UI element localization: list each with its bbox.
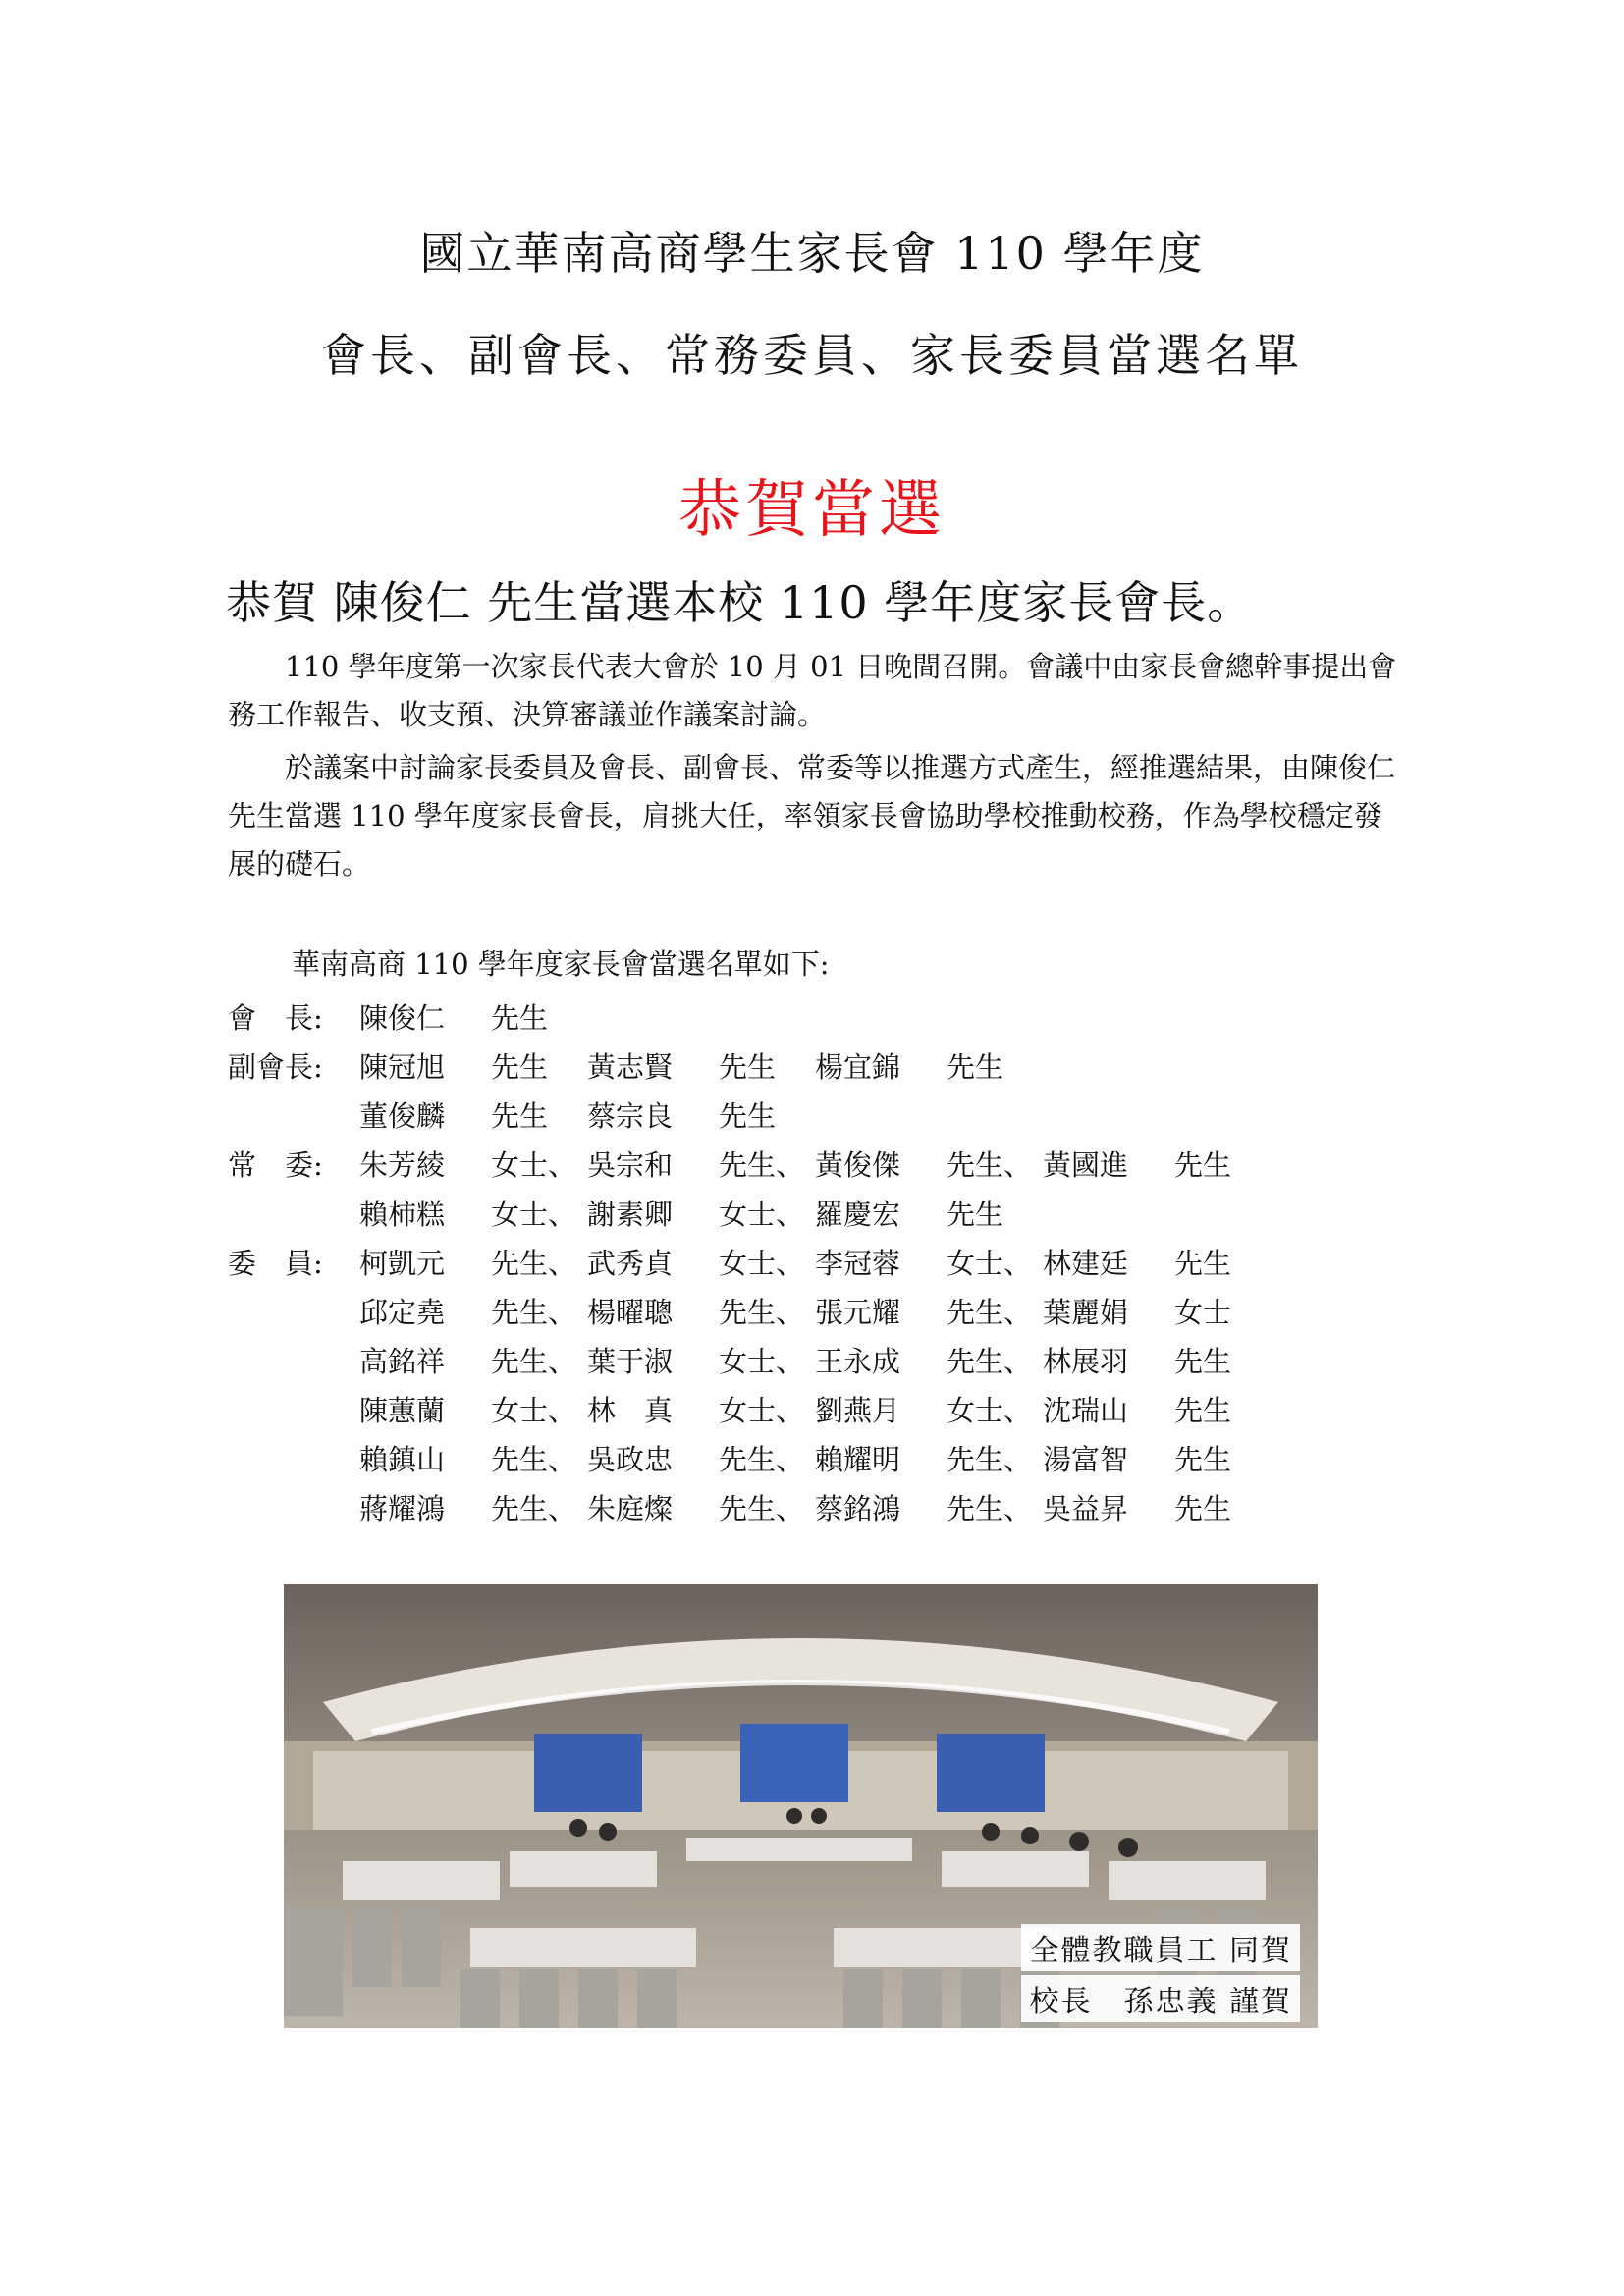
member-honorific: 女士、 [719, 1344, 805, 1378]
member-honorific: 女士、 [719, 1197, 805, 1231]
committee-member-role-label: 委 員: [228, 1246, 323, 1280]
member-name: 黃志賢 [587, 1049, 674, 1084]
vice-president-row [228, 1090, 1271, 1139]
member-honorific: 先生、 [947, 1148, 1033, 1182]
member-name: 陳俊仁 [359, 1000, 446, 1035]
member-honorific: 女士、 [491, 1393, 577, 1427]
standing-committee-role-label: 常 委: [228, 1148, 323, 1182]
member-honorific: 女士、 [719, 1246, 805, 1280]
member-honorific: 先生 [1174, 1246, 1232, 1280]
member-honorific: 先生、 [491, 1344, 577, 1378]
member-honorific: 先生 [491, 1049, 549, 1084]
member-name: 蔡銘鴻 [815, 1491, 901, 1525]
member-name: 劉燕月 [815, 1393, 901, 1427]
member-name: 李冠蓉 [815, 1246, 901, 1280]
member-honorific: 先生 [1174, 1442, 1232, 1476]
standing-committee-row [228, 1139, 1271, 1188]
member-name: 蔡宗良 [587, 1098, 674, 1133]
member-name: 吳益昇 [1043, 1491, 1129, 1525]
member-honorific: 先生 [1174, 1148, 1232, 1182]
committee-member-row [228, 1237, 1271, 1286]
member-honorific: 先生、 [719, 1148, 805, 1182]
congratulations-heading: 恭賀當選 [678, 474, 946, 547]
member-name: 柯凱元 [359, 1246, 446, 1280]
president-role-label: 會 長: [228, 1000, 323, 1035]
member-honorific: 先生、 [491, 1246, 577, 1280]
standing-committee-row [228, 1188, 1271, 1237]
member-name: 賴鎮山 [359, 1442, 446, 1476]
member-name: 吳宗和 [587, 1148, 674, 1182]
member-name: 王永成 [815, 1344, 901, 1378]
member-name: 朱庭燦 [587, 1491, 674, 1525]
meeting-paragraph-text: 110 學年度第一次家長代表大會於 10 月 01 日晚間召開。會議中由家長會總幹事提出會務工作報告、收支預、決算審議並作議案討論。 [228, 650, 1397, 731]
member-name: 陳冠旭 [359, 1049, 446, 1084]
member-name: 邱定堯 [359, 1295, 446, 1329]
member-honorific: 先生、 [947, 1442, 1033, 1476]
member-name: 張元耀 [815, 1295, 901, 1329]
member-honorific: 先生、 [719, 1442, 805, 1476]
elected-roster [228, 991, 1271, 1531]
committee-member-row [228, 1384, 1271, 1433]
member-name: 武秀貞 [587, 1246, 674, 1280]
member-honorific: 先生、 [491, 1295, 577, 1329]
member-name: 謝素卿 [587, 1197, 674, 1231]
election-paragraph-text: 於議案中討論家長委員及會長、副會長、常委等以推選方式產生，經推選結果，由陳俊仁先生當選 110 學年度家長會長，肩挑大任，率領家長會協助學校推動校務，作為學校穩定發展的礎石。 [228, 751, 1396, 881]
member-name: 葉麗娟 [1043, 1295, 1129, 1329]
member-honorific: 先生、 [947, 1344, 1033, 1378]
member-name: 葉于淑 [587, 1344, 674, 1378]
congratulations-line: 恭賀 陳俊仁 先生當選本校 110 學年度家長會長。 [226, 576, 1254, 629]
member-name: 董俊麟 [359, 1098, 446, 1133]
member-name: 林建廷 [1043, 1246, 1129, 1280]
member-honorific: 先生 [719, 1049, 777, 1084]
member-name: 羅慶宏 [815, 1197, 901, 1231]
member-honorific: 女士、 [719, 1393, 805, 1427]
member-honorific: 先生 [719, 1098, 777, 1133]
president-row [228, 991, 1271, 1041]
member-name: 賴耀明 [815, 1442, 901, 1476]
member-name: 蔣耀鴻 [359, 1491, 446, 1525]
member-name: 陳蕙蘭 [359, 1393, 446, 1427]
committee-member-row [228, 1482, 1271, 1531]
member-name: 吳政忠 [587, 1442, 674, 1476]
member-name: 沈瑞山 [1043, 1393, 1129, 1427]
member-name: 林 真 [587, 1393, 674, 1427]
member-name: 朱芳綾 [359, 1148, 446, 1182]
member-honorific: 先生、 [719, 1295, 805, 1329]
photo-caption-staff: 全體教職員工 同賀 [1021, 1924, 1300, 1971]
meeting-photo [284, 1584, 1318, 2028]
member-honorific: 先生 [491, 1000, 549, 1035]
member-name: 湯富智 [1043, 1442, 1129, 1476]
committee-member-row [228, 1286, 1271, 1335]
member-honorific: 先生 [947, 1049, 1004, 1084]
member-honorific: 先生 [947, 1197, 1004, 1231]
vice-president-role-label: 副會長: [228, 1049, 323, 1084]
member-honorific: 先生、 [947, 1295, 1033, 1329]
meeting-paragraph [228, 643, 1406, 739]
document-title: 國立華南高商學生家長會 110 學年度 [419, 227, 1205, 280]
member-name: 楊曜聰 [587, 1295, 674, 1329]
member-honorific: 女士、 [947, 1246, 1033, 1280]
committee-member-row [228, 1433, 1271, 1482]
member-honorific: 女士、 [491, 1197, 577, 1231]
member-name: 林展羽 [1043, 1344, 1129, 1378]
member-honorific: 女士、 [947, 1393, 1033, 1427]
member-honorific: 先生 [1174, 1393, 1232, 1427]
member-name: 黃國進 [1043, 1148, 1129, 1182]
member-honorific: 女士、 [491, 1148, 577, 1182]
election-paragraph [228, 744, 1406, 888]
member-honorific: 女士 [1174, 1295, 1232, 1329]
vice-president-row [228, 1041, 1271, 1090]
list-intro: 華南高商 110 學年度家長會當選名單如下: [292, 947, 830, 981]
member-honorific: 先生 [1174, 1344, 1232, 1378]
committee-member-row [228, 1335, 1271, 1384]
member-honorific: 先生、 [719, 1491, 805, 1525]
member-name: 黃俊傑 [815, 1148, 901, 1182]
photo-caption-principal: 校長 孫忠義 謹賀 [1021, 1975, 1300, 2022]
document-subtitle: 會長、副會長、常務委員、家長委員當選名單 [321, 329, 1303, 382]
member-honorific: 先生、 [491, 1442, 577, 1476]
member-name: 高銘祥 [359, 1344, 446, 1378]
member-name: 楊宜錦 [815, 1049, 901, 1084]
member-honorific: 先生 [1174, 1491, 1232, 1525]
member-name: 賴柿糕 [359, 1197, 446, 1231]
member-honorific: 先生、 [491, 1491, 577, 1525]
member-honorific: 先生、 [947, 1491, 1033, 1525]
member-honorific: 先生 [491, 1098, 549, 1133]
